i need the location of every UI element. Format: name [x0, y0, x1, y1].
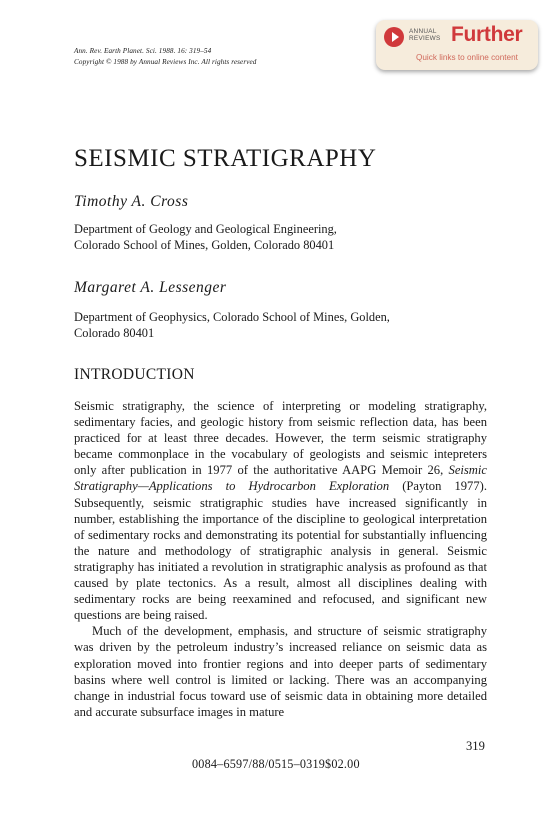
body-text-run: (Payton 1977). Subsequently, seismic stratigraphic studies have increased significantly in number, establishing the importance of the discipline to geological interpretation of sedimentary rocks and demonstrating its potential for substantially influencing the nature and methodology of stratigraphic analysis in general. Seismic stratigraphy has initiated a revolution in stratigraphic analysis as profound as that caused by plate tectonics. As a result, almost all disciplines dealing with sedimentary rocks are being reexamined and refocused, and significant new questions are being raised.: [74, 479, 487, 623]
author-name: Margaret A. Lessenger: [74, 279, 227, 296]
article-title: SEISMIC STRATIGRAPHY: [74, 145, 377, 172]
author-name: Timothy A. Cross: [74, 193, 189, 210]
article-code: 0084–6597/88/0515–0319$02.00: [192, 757, 360, 771]
copyright-line: Copyright © 1988 by Annual Reviews Inc. All rights reserved: [74, 58, 257, 66]
badge-tagline[interactable]: Quick links to online content: [416, 53, 518, 62]
journal-reference: [74, 46, 257, 68]
journal-citation-line: Ann. Rev. Earth Planet. Sci. 1988. 16: 319–54: [74, 47, 212, 55]
author-affiliation: [74, 309, 390, 341]
body-text-run: Seismic stratigraphy, the science of interpreting or modeling stratigraphy, sedimentary facies, and geologic history from seismic reflection data, has been practiced for at least three decades. However, the term seismic stratigraphy became commonplace in the vocabulary of geologists and seismic intepreters only after publication in 1977 of the authoritative AAPG Memoir 26,: [74, 399, 487, 478]
affiliation-line: Colorado School of Mines, Golden, Colorado 80401: [74, 238, 335, 252]
annual-reviews-play-icon: [384, 27, 404, 47]
badge-brand-annual: ANNUAL: [409, 28, 437, 35]
badge-brand-reviews: REVIEWS: [409, 35, 441, 42]
affiliation-line: Colorado 80401: [74, 326, 155, 340]
badge-brand-further: Further: [451, 23, 523, 46]
badge-brand-small: [409, 28, 441, 42]
body-paragraph: [74, 398, 487, 623]
affiliation-line: Department of Geology and Geological Engineering,: [74, 222, 337, 236]
page-number: 319: [466, 739, 485, 753]
affiliation-line: Department of Geophysics, Colorado School of Mines, Golden,: [74, 310, 390, 324]
further-links-badge[interactable]: [376, 20, 538, 70]
article-body: [74, 398, 487, 720]
section-heading: INTRODUCTION: [74, 366, 195, 383]
body-paragraph: Much of the development, emphasis, and structure of seismic stratigraphy was driven by the petroleum industry’s increased reliance on seismic data as exploration moved into frontier regions and into deeper parts of sedimentary basins where well control is limited or lacking. There was an accompanying change in industrial focus toward use of seismic data in obtaining more detailed and accurate subsurface images in mature: [74, 624, 487, 719]
author-affiliation: [74, 221, 337, 253]
cited-book-title: Seismic Stratigraphy—Applications to Hydrocarbon Exploration: [74, 463, 487, 494]
